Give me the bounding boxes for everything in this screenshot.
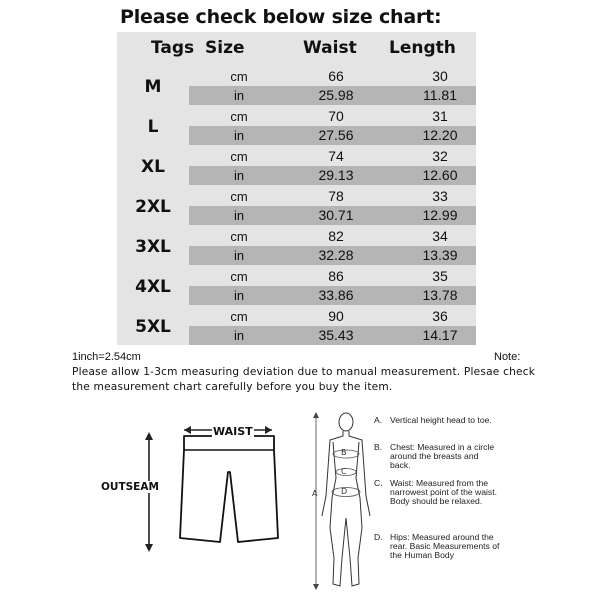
length-in-value: 11.81 [423, 87, 457, 103]
legend-key: C. [374, 478, 383, 488]
length-cm-value: 32 [432, 148, 448, 164]
size-chart-table [117, 32, 476, 345]
length-cm-value: 35 [432, 268, 448, 284]
size-chart-title: Please check below size chart: [120, 6, 442, 28]
unit-in: in [233, 208, 245, 223]
waist-cm-value: 70 [328, 108, 344, 124]
legend-key: A. [374, 415, 383, 425]
waist-in-value: 25.98 [318, 87, 354, 103]
unit-in: in [233, 328, 245, 343]
size-tag-4xl: 4XL [135, 277, 171, 297]
size-tag-xl: XL [141, 157, 165, 177]
legend-item-c [374, 479, 500, 507]
figure-letter-c: C [341, 467, 347, 476]
unit-cm: cm [230, 269, 248, 284]
unit-cm: cm [230, 229, 248, 244]
length-cm-value: 36 [432, 308, 448, 324]
legend-item-d [374, 533, 500, 561]
size-tag-l: L [147, 117, 159, 137]
unit-cm: cm [230, 69, 248, 84]
outseam-arrow-top-head [145, 432, 153, 440]
note-label: Note: [494, 351, 521, 363]
waist-arrow-right-head [265, 426, 272, 434]
waist-in-value: 32.28 [318, 247, 354, 263]
table-row [189, 107, 476, 126]
length-cm-value: 30 [432, 68, 448, 84]
waist-cm-value: 66 [328, 68, 344, 84]
table-row [189, 166, 476, 185]
waist-in-value: 27.56 [318, 127, 354, 143]
outseam-label: OUTSEAM [101, 481, 159, 493]
size-tag-2xl: 2XL [135, 197, 171, 217]
table-row [189, 147, 476, 166]
body-measurement-figure [300, 408, 383, 598]
length-in-value: 13.78 [422, 287, 458, 303]
unit-in: in [233, 288, 245, 303]
height-arrow-top-head [313, 412, 319, 418]
legend-item-a [374, 416, 500, 425]
table-row [189, 246, 476, 265]
waist-in-value: 30.71 [318, 207, 354, 223]
length-in-value: 13.39 [422, 247, 458, 263]
measuring-deviation-note: Please allow 1-3cm measuring deviation due to manual measurement. Plesae check the measurement chart carefully before you buy the item. [72, 366, 536, 393]
size-tag-m: M [144, 77, 162, 97]
legend-key: D. [374, 532, 383, 542]
unit-in: in [233, 248, 245, 263]
table-row [189, 126, 476, 145]
figure-letter-b: B [341, 448, 347, 457]
unit-in: in [233, 168, 245, 183]
inch-conversion-note: 1inch=2.54cm [72, 351, 141, 363]
figure-head [339, 413, 353, 431]
legend-text: Waist: Measured from the narrowest point of the waist. Body should be relaxed. [390, 478, 497, 507]
length-in-value: 12.99 [422, 207, 458, 223]
length-cm-value: 34 [432, 228, 448, 244]
table-row [189, 206, 476, 225]
outseam-arrow-bottom-head [145, 544, 153, 552]
table-row [189, 86, 476, 105]
legend-key: B. [374, 442, 383, 452]
legend-text: Chest: Measured in a circle around the breasts and back. [390, 442, 495, 471]
unit-cm: cm [230, 189, 248, 204]
unit-in: in [233, 88, 245, 103]
table-row [189, 227, 476, 246]
waist-arrow-left-head [184, 426, 191, 434]
table-row [189, 307, 476, 326]
unit-in: in [233, 128, 245, 143]
legend-item-b [374, 443, 500, 471]
shorts-measurement-diagram [100, 420, 300, 580]
table-row [189, 286, 476, 305]
header-waist: Waist [303, 38, 357, 58]
length-cm-value: 31 [432, 108, 448, 124]
length-in-value: 12.20 [422, 127, 458, 143]
legend-text: Hips: Measured around the rear. Basic Measurements of the Human Body [390, 532, 500, 561]
waist-in-value: 29.13 [318, 167, 354, 183]
legend-text: Vertical height head to toe. [390, 415, 492, 425]
header-length: Length [389, 38, 456, 58]
shorts-outline [180, 436, 278, 542]
height-arrow-bottom-head [313, 584, 319, 590]
length-in-value: 14.17 [422, 327, 458, 343]
table-row [189, 187, 476, 206]
figure-letter-d: D [341, 487, 348, 496]
waist-label: WAIST [213, 425, 253, 438]
waist-in-value: 35.43 [318, 327, 354, 343]
header-tags: Tags [151, 38, 195, 58]
waist-cm-value: 74 [328, 148, 344, 164]
unit-cm: cm [230, 309, 248, 324]
waist-cm-value: 78 [328, 188, 344, 204]
waist-cm-value: 82 [328, 228, 344, 244]
unit-cm: cm [230, 109, 248, 124]
length-in-value: 12.60 [422, 167, 458, 183]
table-row [189, 267, 476, 286]
table-row [189, 67, 476, 86]
figure-body-legs [330, 442, 362, 586]
length-cm-value: 33 [432, 188, 448, 204]
unit-cm: cm [230, 149, 248, 164]
waist-cm-value: 86 [328, 268, 344, 284]
table-row [189, 326, 476, 345]
figure-letter-a: A [312, 489, 318, 498]
waist-in-value: 33.86 [318, 287, 354, 303]
waist-cm-value: 90 [328, 308, 344, 324]
size-tag-3xl: 3XL [135, 237, 171, 257]
header-size: Size [205, 38, 245, 58]
size-tag-5xl: 5XL [135, 317, 171, 337]
